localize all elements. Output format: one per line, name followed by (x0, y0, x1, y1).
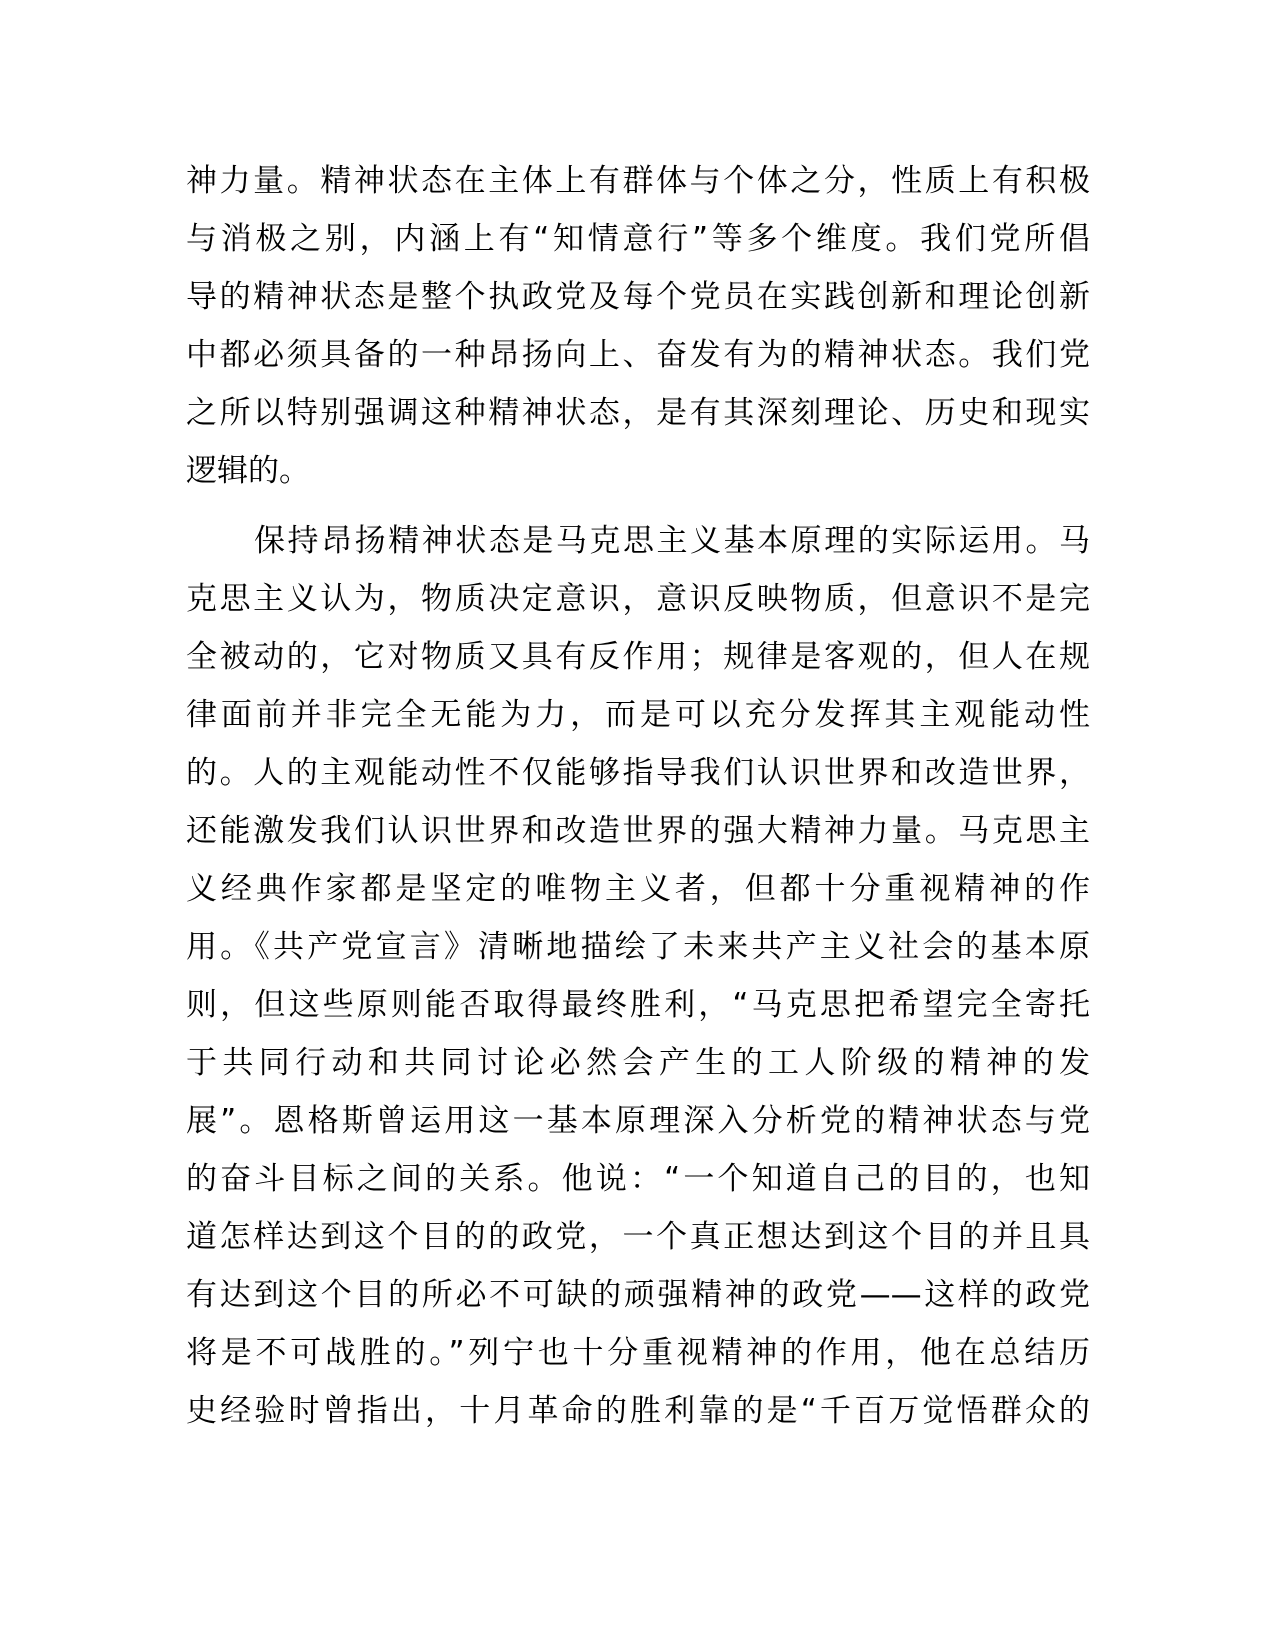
text-line: 的。人的主观能动性不仅能够指导我们认识世界和改造世界， (186, 755, 1090, 791)
paragraph-1 (186, 152, 1090, 500)
text-line: 全被动的，它对物质又具有反作用；规律是客观的，但人在规 (186, 639, 1090, 675)
text-line: 律面前并非完全无能为力，而是可以充分发挥其主观能动性 (186, 697, 1090, 733)
text-line: 导的精神状态是整个执政党及每个党员在实践创新和理论创新 (186, 279, 1090, 315)
text-line: 与消极之别，内涵上有“知情意行”等多个维度。我们党所倡 (186, 221, 1090, 257)
text-line: 道怎样达到这个目的的政党，一个真正想达到这个目的并且具 (186, 1219, 1090, 1255)
text-line: 将是不可战胜的。”列宁也十分重视精神的作用，他在总结历 (186, 1335, 1090, 1371)
text-line: 义经典作家都是坚定的唯物主义者，但都十分重视精神的作 (186, 871, 1090, 907)
text-line: 逻辑的。 (186, 453, 310, 489)
text-line: 用。《共产党宣言》清晰地描绘了未来共产主义社会的基本原 (186, 929, 1090, 965)
text-line: 展”。恩格斯曾运用这一基本原理深入分析党的精神状态与党 (186, 1103, 1090, 1139)
text-line: 之所以特别强调这种精神状态，是有其深刻理论、历史和现实 (186, 395, 1090, 431)
text-line: 中都必须具备的一种昂扬向上、奋发有为的精神状态。我们党 (186, 337, 1090, 373)
document-body (186, 152, 1090, 1440)
text-line: 史经验时曾指出，十月革命的胜利靠的是“千百万觉悟群众的 (186, 1393, 1090, 1429)
text-line: 克思主义认为，物质决定意识，意识反映物质，但意识不是完 (186, 581, 1090, 617)
text-line: 还能激发我们认识世界和改造世界的强大精神力量。马克思主 (186, 813, 1090, 849)
text-line: 有达到这个目的所必不可缺的顽强精神的政党——这样的政党 (186, 1277, 1090, 1313)
text-line: 则，但这些原则能否取得最终胜利，“马克思把希望完全寄托 (186, 987, 1090, 1023)
text-line: 的奋斗目标之间的关系。他说：“一个知道自己的目的，也知 (186, 1161, 1090, 1197)
text-line: 于共同行动和共同讨论必然会产生的工人阶级的精神的发 (186, 1045, 1090, 1081)
paragraph-2 (186, 512, 1090, 1440)
text-line: 保持昂扬精神状态是马克思主义基本原理的实际运用。马 (254, 523, 1090, 559)
text-line: 神力量。精神状态在主体上有群体与个体之分，性质上有积极 (186, 163, 1090, 199)
paragraph-spacer (186, 500, 1090, 512)
